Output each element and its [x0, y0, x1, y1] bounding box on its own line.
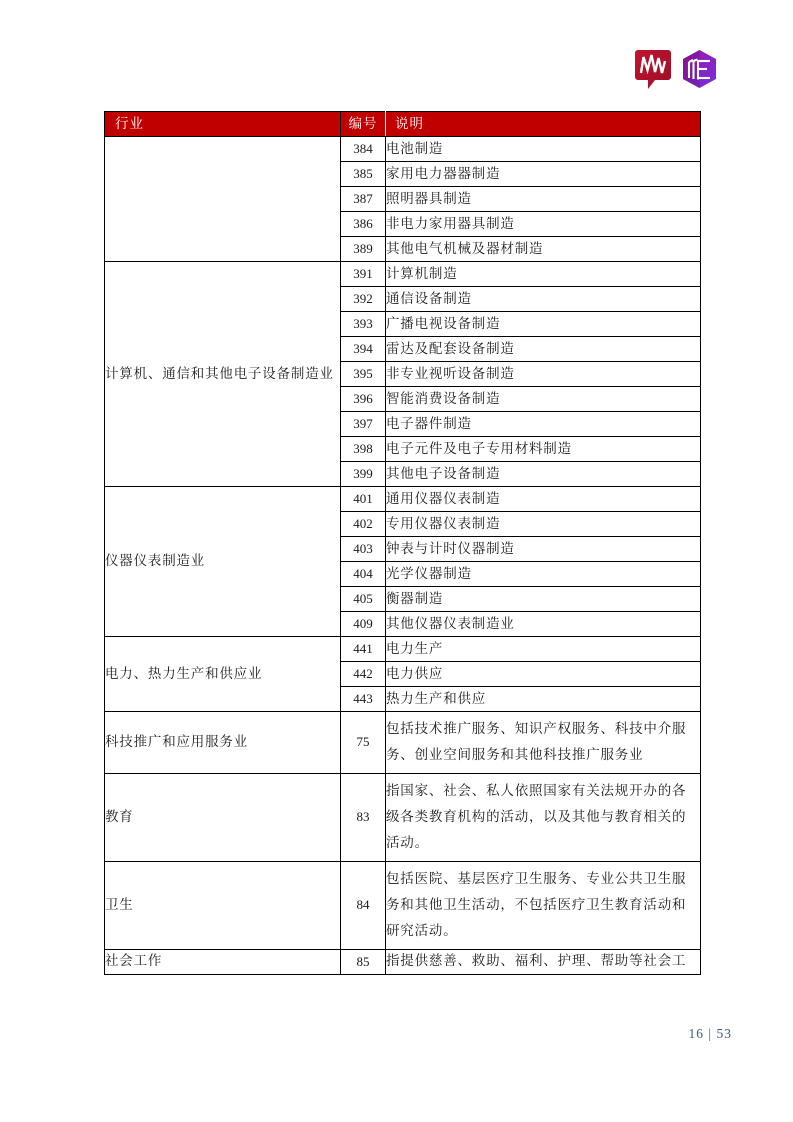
cell-code: 399: [341, 462, 386, 487]
cell-code: 402: [341, 512, 386, 537]
cell-code: 443: [341, 687, 386, 712]
cell-code: 398: [341, 437, 386, 462]
cell-description: 照明器具制造: [386, 187, 701, 212]
table-body: [105, 137, 701, 975]
cell-code: 386: [341, 212, 386, 237]
cell-code: 409: [341, 612, 386, 637]
cell-code: 394: [341, 337, 386, 362]
cell-code: 442: [341, 662, 386, 687]
cell-description: 光学仪器制造: [386, 562, 701, 587]
cell-description: 计算机制造: [386, 262, 701, 287]
table-row: [105, 949, 701, 974]
cell-description: 电子元件及电子专用材料制造: [386, 437, 701, 462]
industry-code-table: [104, 111, 700, 975]
cell-description: 电子器件制造: [386, 412, 701, 437]
hex-cube-icon: [680, 48, 720, 92]
cell-code: 385: [341, 162, 386, 187]
table-row: [105, 712, 701, 774]
cell-description: 指提供慈善、救助、福利、护理、帮助等社会工: [386, 949, 701, 974]
cell-description: 智能消费设备制造: [386, 387, 701, 412]
cell-code: 387: [341, 187, 386, 212]
cell-industry: 科技推广和应用服务业: [105, 712, 341, 774]
cell-code: 404: [341, 562, 386, 587]
cell-industry: 电力、热力生产和供应业: [105, 637, 341, 712]
cell-description: 非专业视听设备制造: [386, 362, 701, 387]
table-header: [105, 112, 701, 137]
cell-description: 通用仪器仪表制造: [386, 487, 701, 512]
cell-description: 雷达及配套设备制造: [386, 337, 701, 362]
cell-description: 电力生产: [386, 637, 701, 662]
cell-code: 384: [341, 137, 386, 162]
cell-code: 441: [341, 637, 386, 662]
cell-code: 85: [341, 949, 386, 974]
cell-code: 389: [341, 237, 386, 262]
cell-code: 75: [341, 712, 386, 774]
cell-description: 包括医院、基层医疗卫生服务、专业公共卫生服务和其他卫生活动，不包括医疗卫生教育活动和研究活动。: [386, 861, 701, 949]
cell-description: 衡器制造: [386, 587, 701, 612]
cell-industry: 教育: [105, 773, 341, 861]
cell-code: 403: [341, 537, 386, 562]
column-header-industry: 行业: [105, 112, 341, 137]
cell-code: 405: [341, 587, 386, 612]
cell-industry: [105, 137, 341, 262]
speech-bubble-zigzag-icon: [634, 48, 672, 92]
cell-code: 391: [341, 262, 386, 287]
cell-industry: 卫生: [105, 861, 341, 949]
cell-code: 392: [341, 287, 386, 312]
cell-code: 84: [341, 861, 386, 949]
cell-description: 指国家、社会、私人依照国家有关法规开办的各级各类教育机构的活动，以及其他与教育相关的活动。: [386, 773, 701, 861]
cell-description: 通信设备制造: [386, 287, 701, 312]
cell-code: 83: [341, 773, 386, 861]
table-row: [105, 137, 701, 162]
table-row: [105, 861, 701, 949]
cell-code: 397: [341, 412, 386, 437]
cell-description: 非电力家用器具制造: [386, 212, 701, 237]
cell-description: 其他电子设备制造: [386, 462, 701, 487]
cell-description: 电池制造: [386, 137, 701, 162]
cell-industry: 社会工作: [105, 949, 341, 974]
table-row: [105, 487, 701, 512]
cell-description: 其他电气机械及器材制造: [386, 237, 701, 262]
cell-description: 电力供应: [386, 662, 701, 687]
cell-description: 其他仪器仪表制造业: [386, 612, 701, 637]
cell-industry: 仪器仪表制造业: [105, 487, 341, 637]
page-number: 16 | 53: [688, 1026, 732, 1041]
cell-description: 专用仪器仪表制造: [386, 512, 701, 537]
table-row: [105, 637, 701, 662]
cell-description: 包括技术推广服务、知识产权服务、科技中介服务、创业空间服务和其他科技推广服务业: [386, 712, 701, 774]
column-header-description: 说明: [386, 112, 701, 137]
cell-code: 395: [341, 362, 386, 387]
cell-code: 393: [341, 312, 386, 337]
cell-description: 广播电视设备制造: [386, 312, 701, 337]
cell-code: 396: [341, 387, 386, 412]
brand-logo: [634, 44, 720, 96]
cell-description: 热力生产和供应: [386, 687, 701, 712]
cell-description: 钟表与计时仪器制造: [386, 537, 701, 562]
table-row: [105, 262, 701, 287]
cell-industry: 计算机、通信和其他电子设备制造业: [105, 262, 341, 487]
column-header-code: 编号: [341, 112, 386, 137]
table-row: [105, 773, 701, 861]
cell-description: 家用电力器器制造: [386, 162, 701, 187]
cell-code: 401: [341, 487, 386, 512]
